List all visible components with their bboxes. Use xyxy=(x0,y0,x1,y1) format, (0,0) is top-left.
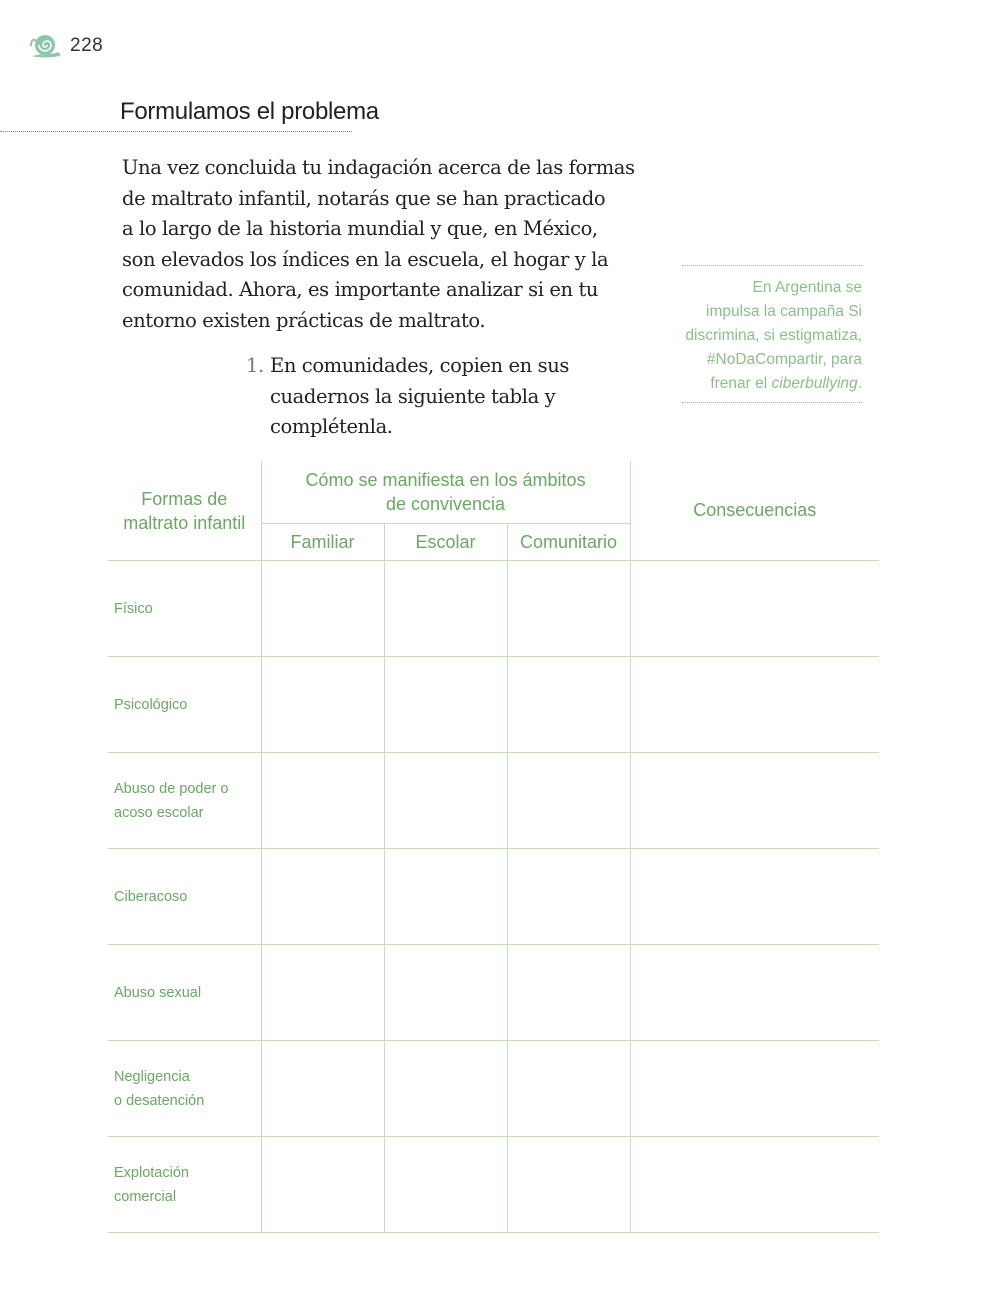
step-line: cuadernos la siguiente tabla y xyxy=(270,384,556,408)
table-row xyxy=(108,657,879,753)
subheader-comunitario: Comunitario xyxy=(507,524,630,561)
intro-line: entorno existen prácticas de maltrato. xyxy=(122,308,486,332)
row-label-line: acoso escolar xyxy=(114,804,204,821)
subheader-escolar: Escolar xyxy=(384,524,507,561)
step-line: complétenla. xyxy=(270,415,393,439)
sidebar-note xyxy=(682,265,862,403)
header-formas-line: Formas de xyxy=(141,488,228,509)
table-cell xyxy=(630,657,879,753)
row-label-line: o desatención xyxy=(114,1092,205,1109)
table-cell xyxy=(507,849,630,945)
title-underline xyxy=(0,131,352,132)
row-label-line: Psicológico xyxy=(114,696,188,713)
table-cell xyxy=(261,657,384,753)
intro-paragraph xyxy=(122,153,635,337)
table-cell xyxy=(507,1041,630,1137)
maltrato-table xyxy=(108,461,879,1233)
table-cell xyxy=(384,945,507,1041)
intro-line: a lo largo de la historia mundial y que, en México, xyxy=(122,217,598,241)
row-label-line: Físico xyxy=(114,600,153,617)
header-como-line: Cómo se manifiesta en los ámbitos xyxy=(305,470,586,490)
note-line xyxy=(682,372,862,396)
note-line: En Argentina se xyxy=(752,279,862,296)
table-cell xyxy=(630,1041,879,1137)
table-row xyxy=(108,561,879,657)
table-cell xyxy=(507,753,630,849)
step-number: 1. xyxy=(246,354,264,377)
table-row xyxy=(108,1041,879,1137)
note-line: impulsa la campaña Si xyxy=(706,303,862,320)
note-line: #NoDaCompartir, para xyxy=(706,351,862,368)
table-cell xyxy=(384,753,507,849)
snail-icon xyxy=(28,32,62,60)
header-formas-line: maltrato infantil xyxy=(123,512,246,533)
table-cell xyxy=(630,945,879,1041)
row-label-line: Abuso de poder o xyxy=(114,780,229,797)
table-row xyxy=(108,945,879,1041)
row-label-fisico xyxy=(108,561,261,657)
activity-step xyxy=(246,351,576,443)
table-cell xyxy=(261,753,384,849)
row-label-line: Abuso sexual xyxy=(114,984,202,1001)
note-line: discrimina, si estigmatiza, xyxy=(685,327,862,344)
table-cell xyxy=(384,561,507,657)
note-prefix: frenar el xyxy=(710,375,772,392)
table-cell xyxy=(384,1041,507,1137)
table-cell xyxy=(384,849,507,945)
table-cell xyxy=(507,1137,630,1233)
table-cell xyxy=(630,849,879,945)
step-line: En comunidades, copien en sus xyxy=(270,354,569,377)
header-como xyxy=(261,461,630,524)
intro-line: Una vez concluida tu indagación acerca de las formas xyxy=(122,156,635,179)
table-cell xyxy=(507,561,630,657)
step-text xyxy=(270,351,576,443)
row-label-negligencia xyxy=(108,1041,261,1137)
row-label-psicologico xyxy=(108,657,261,753)
table-cell xyxy=(384,657,507,753)
row-label-abuso-sexual xyxy=(108,945,261,1041)
row-label-ciberacoso xyxy=(108,849,261,945)
table-cell xyxy=(261,1137,384,1233)
row-label-line: Explotación xyxy=(114,1164,189,1181)
subheader-familiar: Familiar xyxy=(261,524,384,561)
row-label-line: comercial xyxy=(114,1188,177,1205)
note-italic: ciberbullying xyxy=(771,375,858,392)
page-header xyxy=(28,32,103,60)
table-row xyxy=(108,1137,879,1233)
table-cell xyxy=(261,1041,384,1137)
table-cell xyxy=(261,945,384,1041)
row-label-abuso-poder xyxy=(108,753,261,849)
table-cell xyxy=(261,561,384,657)
intro-line: de maltrato infantil, notarás que se han practicado xyxy=(122,186,606,210)
intro-line: comunidad. Ahora, es importante analizar si en tu xyxy=(122,278,599,302)
table-cell xyxy=(630,1137,879,1233)
table-cell xyxy=(507,657,630,753)
note-suffix: . xyxy=(857,375,862,392)
row-label-line: Negligencia xyxy=(114,1068,190,1085)
table-row xyxy=(108,849,879,945)
row-label-line: Ciberacoso xyxy=(114,888,188,905)
table-cell xyxy=(630,561,879,657)
row-label-explotacion xyxy=(108,1137,261,1233)
table-cell xyxy=(507,945,630,1041)
table-cell xyxy=(630,753,879,849)
table-cell xyxy=(261,849,384,945)
page-number: 228 xyxy=(70,35,104,56)
table-cell xyxy=(384,1137,507,1233)
section-title: Formulamos el problema xyxy=(120,98,379,125)
header-consecuencias: Consecuencias xyxy=(630,461,879,561)
header-como-line: de convivencia xyxy=(385,494,506,514)
header-formas xyxy=(108,461,261,561)
table-row xyxy=(108,753,879,849)
intro-line: son elevados los índices en la escuela, el hogar y la xyxy=(122,247,609,271)
